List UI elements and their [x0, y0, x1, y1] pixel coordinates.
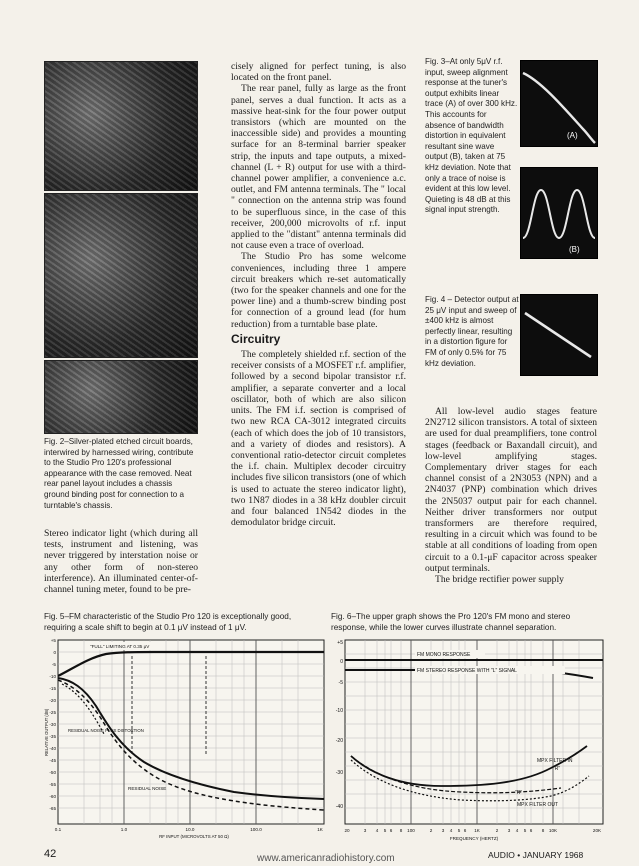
fig6-xtick: 6 [463, 828, 467, 833]
fig6-xtick: 6 [389, 828, 393, 833]
fig6-ytick: -40 [335, 804, 343, 810]
fig6-xtick: 100 [407, 828, 415, 833]
fig5-y-axis-label: RELATIVE OUTPUT (dB) [44, 708, 49, 756]
fig5-ytick: -65 [49, 806, 56, 811]
fig6-xtick: 2 [429, 828, 433, 833]
column3-text [425, 406, 597, 585]
fig6-ytick: +5 [337, 640, 343, 646]
fig6-r-label-1: "R" [553, 766, 561, 772]
fig6-stereo-label: FM STEREO RESPONSE WITH "L" SIGNAL [417, 668, 517, 674]
fig5-x-axis-label: RF INPUT (MICROVOLTS AT 50 Ω) [159, 834, 229, 839]
scope-trace-b [520, 167, 598, 259]
page-number: 42 [44, 848, 57, 860]
fig6-xtick: 8 [399, 828, 403, 833]
fig6-ytick: -20 [335, 738, 343, 744]
fig6-xtick: 4 [515, 828, 519, 833]
fig6-mono-label: FM MONO RESPONSE [417, 652, 471, 658]
scope-trace-detector [520, 294, 598, 376]
fig6-xtick: 20K [592, 828, 602, 833]
fig6-caption: Fig. 6–The upper graph shows the Pro 120's FM mono and stereo response, while the lower curves illustrate channel separation. [331, 612, 571, 632]
fig6-ytick: -10 [335, 708, 343, 714]
fig6-xtick: 20 [344, 828, 350, 833]
fig5-ytick: -10 [49, 674, 56, 679]
fig6-xtick: 2 [495, 828, 499, 833]
fig6-xtick: 6 [529, 828, 533, 833]
scope-trace-a [520, 60, 598, 147]
fig6-xtick: 10K [548, 828, 558, 833]
fig5-ytick: -5 [51, 662, 56, 667]
fig5-ytick: -50 [49, 770, 56, 775]
fig4-caption: Fig. 4 – Detector output at 25 μV input and sweep of ±400 kHz is almost perfectly linear, resulting in a distortion figure for FM of only 0.5% for 75 kHz deviation. [425, 295, 519, 368]
column1-text [44, 528, 198, 595]
fig5-caption: Fig. 5–FM characteristic of the Studio Pro 120 is exceptionally good, requiring a scale shift to begin at 0.1 μV instead of 1 μV. [44, 612, 292, 632]
col2-paragraph-3: The Studio Pro has some welcome conveniences, including three 1 ampere circuit breakers which re-set automatically (two for the speaker channels and one for the power line) and a thumb-screw binding post for connection of a ground lead (for hum reduction) from a turntable base plate. [231, 251, 406, 330]
fig6-xtick: 5 [457, 828, 461, 833]
fig6-ytick: -5 [338, 680, 343, 686]
fig5-graph [44, 636, 326, 840]
fig6-filter-out-label: MPX FILTER OUT [517, 802, 559, 808]
fig5-xtick: 100.0 [250, 827, 262, 832]
fig6-xtick: 5 [383, 828, 387, 833]
fig5-xtick: 10.0 [185, 827, 195, 832]
fig5-ytick: -25 [49, 710, 56, 715]
col3-paragraph-2: The bridge rectifier power supply [435, 574, 564, 586]
fig5-ytick: 0 [53, 650, 56, 655]
fig6-r-label-2: "R" [515, 790, 523, 796]
fig5-ytick: +5 [50, 638, 56, 643]
fig6-ytick: 0 [340, 659, 343, 665]
fig6-graph [331, 636, 607, 842]
source-url[interactable]: www.americanradiohistory.com [257, 853, 395, 864]
fig3-caption: Fig. 3–At only 5μV r.f. input, sweep alignment response at the tuner's output exhibits linear trace (A) of over 300 kHz. This accounts for absence of bandwidth distortion in equivalent resultant sine wave output (B), taken at 75 kHz deviation. Note that only a trace of noise is evident at this low level. Quieting is 48 dB at this signal input strength. [425, 57, 518, 215]
fig6-xtick: 4 [449, 828, 453, 833]
rear-panel-photo [44, 360, 198, 434]
fig6-ytick: -30 [335, 770, 343, 776]
col2-paragraph-1: cisely aligned for perfect tuning, is also located on the front panel. [231, 61, 406, 84]
fig5-residual-label: RESIDUAL NOISE PLUS DISTORTION [68, 728, 144, 733]
fig2-caption: Fig. 2–Silver-plated etched circuit boards, interwired by harnessed wiring, contribute to the Studio Pro 120's professional appearance with the case removed. Neat rear panel layout includes a chassis ground binding post for connection to a turntable's chassis. [44, 437, 194, 510]
chassis-top-photo [44, 61, 198, 191]
trace-a-label: (A) [567, 131, 578, 140]
fig5-ytick: -20 [49, 698, 56, 703]
fig6-x-axis-label: FREQUENCY (HERTZ) [449, 836, 499, 841]
fig5-residual-noise-label: RESIDUAL NOISE [128, 786, 167, 791]
fig5-full-limiting-label: "FULL" LIMITING AT 0.35 μV [90, 644, 150, 649]
col3-paragraph-1: All low-level audio stages feature 2N2712 silicon transistors. A total of sixteen are used for dual preamplifiers, tone control stages (feedback or Baxandall circuit), and low-level amplifying stages. Complementary driver stages for each channel consist of a 2N3053 (NPN) and a 2N4037 (PNP) combination which drives the 2N5037 output pair for each channel. Neither driver transformers nor output transformers are therefore required, resulting in a circuit which was found to be stable at all conditions of loading from open circuit to a 0.1-μF capacitor across speaker output terminals. [425, 406, 597, 574]
fig6-filter-in-label: MPX FILTER IN [537, 758, 573, 764]
column2-text [231, 61, 406, 528]
fig5-ytick: -35 [49, 734, 56, 739]
fig5-ytick: -15 [49, 686, 56, 691]
fig5-ytick: -45 [49, 758, 56, 763]
fig5-ytick: -40 [49, 746, 56, 751]
fig6-xtick: 8 [541, 828, 545, 833]
col2-paragraph-4: The completely shielded r.f. section of the receiver consists of a MOSFET r.f. amplifier, followed by a second bipolar transistor r.f. amplifier, a separate converter and a local oscillator, both of which are also silicon units. The FM i.f. section is comprised of two new RCA CA-3012 integrated circuits (each of which does the job of 10 transistors, and a variety of diodes and resistors). A conventional ratio-detector circuit completes the i.f. chain. Multiplex decoder circuitry includes five silicon transistors (one of which is used to actuate the stereo indicator light), two 1N87 diodes in a 38 kHz doubler circuit and four balanced 1N542 diodes in the demodulator bridge circuit. [231, 349, 406, 529]
fig5-xtick: 0.1 [54, 827, 62, 832]
fig6-xtick: 4 [375, 828, 379, 833]
trace-b-label: (B) [569, 245, 580, 254]
circuitry-heading: Circuitry [231, 331, 281, 346]
col1-paragraph: Stereo indicator light (which during all tests, instrument and listening, was never triggered by interstation noise or any other form of non-stereo interference). An illuminated center-of-channel tuning meter, found to be pre- [44, 528, 198, 596]
fig5-xtick: 1.0 [120, 827, 128, 832]
fig5-ytick: -30 [49, 722, 56, 727]
fig6-xtick: 1K [474, 828, 480, 833]
fig5-ytick: -60 [49, 794, 56, 799]
fig6-xtick: 3 [441, 828, 445, 833]
magazine-footer: AUDIO • JANUARY 1968 [488, 850, 584, 860]
col2-paragraph-2: The rear panel, fully as large as the front panel, serves a dual function. It acts as a massive heat-sink for the four power output transistors (which are mounted on the inaccessible side) and provides a mounting surface for an 8-terminal barrier speaker strip, the inputs and tape outputs, a mixed-channel (L + R) output for use with a third-channel power amplifier, a convenience a.c. outlet, and FM antenna terminals. The " local " connection on the antenna strip was found to be superfluous since, in the case of this receiver, 200,000 microvolts of r.f. input applied to the "distant" antenna terminals did not cause even a trace of overload. [231, 83, 406, 252]
chassis-wiring-photo [44, 193, 198, 358]
fig5-xtick: 1K [317, 827, 323, 832]
fig6-xtick: 3 [363, 828, 367, 833]
fig6-xtick: 5 [523, 828, 527, 833]
fig5-ytick: -55 [49, 782, 56, 787]
fig6-xtick: 3 [507, 828, 511, 833]
